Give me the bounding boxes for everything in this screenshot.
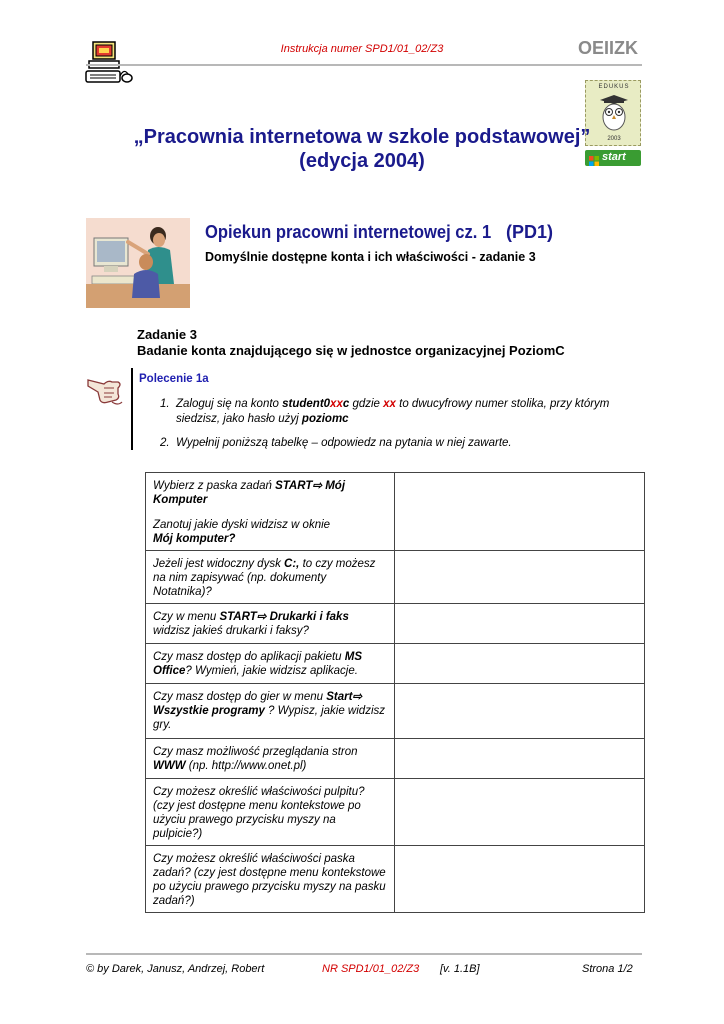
header-rule (86, 64, 642, 66)
question-cell (146, 604, 395, 644)
command-item-text: Wypełnij poniższą tabelkę – odpowiedz na pytania w niej zawarte. (176, 437, 512, 449)
command-item-text: gdzie (349, 398, 384, 410)
command-item-2 (160, 436, 650, 451)
table-row (146, 739, 645, 779)
header-doc-number: Instrukcja numer SPD1/01_02/Z3 (280, 43, 444, 55)
question-cell (146, 644, 395, 684)
question-text: (np. http://www.onet.pl) (185, 760, 307, 772)
answer-cell[interactable] (395, 473, 645, 551)
menu-my-computer: Mój Komputer (153, 480, 346, 506)
footer-doc-number: NR SPD1/01_02/Z3 (322, 963, 420, 975)
question-cell (146, 473, 395, 551)
question-cell (146, 739, 395, 779)
answer-cell[interactable] (395, 846, 645, 913)
question-cell (146, 846, 395, 913)
page-title: „Pracownia internetowa w szkole podstawowej” (133, 126, 591, 148)
command-label: Polecenie 1a (139, 373, 209, 385)
question-cell (146, 779, 395, 846)
teacher-illustration (86, 218, 190, 308)
drive-c: C:, (284, 558, 300, 570)
account-suffix: c (342, 398, 350, 410)
question-text: to czy możesz na nim zapisywać (np. dokumenty Notatnika)? (153, 558, 376, 598)
task-title: Badanie konta znajdującego się w jednostce organizacyjnej PoziomC (137, 343, 565, 358)
question-text: Jeżeli jest widoczny dysk (153, 558, 285, 570)
table-row (146, 551, 645, 604)
table-row (146, 644, 645, 684)
menu-all-programs: Wszystkie programy (153, 705, 265, 717)
question-text: Zanotuj jakie dyski widzisz w oknie (153, 519, 331, 531)
command-item-text: to dwucyfrowy numer stolika, przy którym siedzisz, jako hasło użyj (176, 398, 610, 425)
module-code: (PD1) (506, 222, 554, 242)
table-row (146, 846, 645, 913)
command-item-text: Zaloguj się na konto (176, 398, 283, 410)
my-computer-window: Mój komputer? (153, 533, 236, 545)
arrow-right-icon: ⇨ (312, 480, 323, 492)
question-text: Czy masz dostęp do gier w menu (153, 691, 327, 703)
answer-cell[interactable] (395, 684, 645, 739)
footer-page-number: Strona 1/2 (582, 963, 633, 975)
table-row (146, 779, 645, 846)
ms-office: MS Office (153, 651, 363, 677)
question-text: Wybierz z paska zadań (153, 480, 276, 492)
question-text: Czy możesz określić właściwości pulpitu? (czy jest dostępne menu kontekstowe po użyciu prawego przycisku myszy na pulpicie?) (153, 786, 365, 840)
footer-authors: © by Darek, Janusz, Andrzej, Robert (86, 963, 265, 975)
table-row (146, 604, 645, 644)
footer-rule (86, 953, 642, 955)
menu-printers-faxes: Drukarki i faks (266, 611, 349, 623)
answer-cell[interactable] (395, 644, 645, 684)
answer-cell[interactable] (395, 551, 645, 604)
oeiizk-logo (578, 38, 640, 58)
edukus-stamp-year: 2003 (607, 136, 621, 142)
command-item-1 (160, 397, 650, 427)
command-item-number: 2. (160, 437, 170, 449)
table-row (146, 473, 645, 551)
question-text: Czy możesz określić właściwości paska zadań? (czy jest dostępne menu kontekstowe po użyciu prawego przycisku myszy na pasku zadań?) (153, 853, 386, 907)
question-text: ? Wymień, jakie widzisz aplikacje. (185, 665, 358, 677)
question-text: widzisz jakieś drukarki i faksy? (153, 625, 309, 637)
table-row (146, 684, 645, 739)
command-side-bar (131, 368, 133, 450)
account-table-number: xx (330, 398, 343, 410)
answer-cell[interactable] (395, 779, 645, 846)
question-text: Czy masz dostęp do aplikacji pakietu (153, 651, 345, 663)
arrow-right-icon: ⇨ (256, 611, 267, 623)
question-text: Czy masz możliwość przeglądania stron (153, 746, 358, 758)
www-label: WWW (153, 760, 186, 772)
account-password: poziomc (301, 413, 349, 425)
edukus-stamp-label: EDUKUS (598, 84, 630, 90)
page-title-edition: (edycja 2004) (299, 150, 425, 172)
menu-start: START (275, 480, 313, 492)
question-text: ? Wypisz, jakie widzisz gry. (153, 705, 385, 731)
module-subtitle: Domyślnie dostępne konta i ich właściwości - zadanie 3 (205, 250, 536, 264)
question-cell (146, 551, 395, 604)
answer-cell[interactable] (395, 604, 645, 644)
command-item-number: 1. (160, 398, 170, 410)
account-name: student0 (282, 398, 331, 410)
question-cell (146, 684, 395, 739)
oeiizk-logo-text: OEIIZK (578, 38, 639, 58)
answer-cell[interactable] (395, 739, 645, 779)
table-number-placeholder: xx (383, 398, 396, 410)
footer-version: [v. 1.1B] (440, 963, 480, 975)
arrow-right-icon: ⇨ (352, 691, 363, 703)
question-text: Czy w menu (153, 611, 220, 623)
start-button-label: start (602, 151, 626, 163)
menu-start: Start (326, 691, 353, 703)
menu-start: START (219, 611, 257, 623)
pointing-hand-icon (84, 370, 126, 408)
questions-table (145, 472, 645, 913)
task-number: Zadanie 3 (137, 327, 197, 342)
module-title: Opiekun pracowni internetowej cz. 1 (205, 222, 492, 242)
